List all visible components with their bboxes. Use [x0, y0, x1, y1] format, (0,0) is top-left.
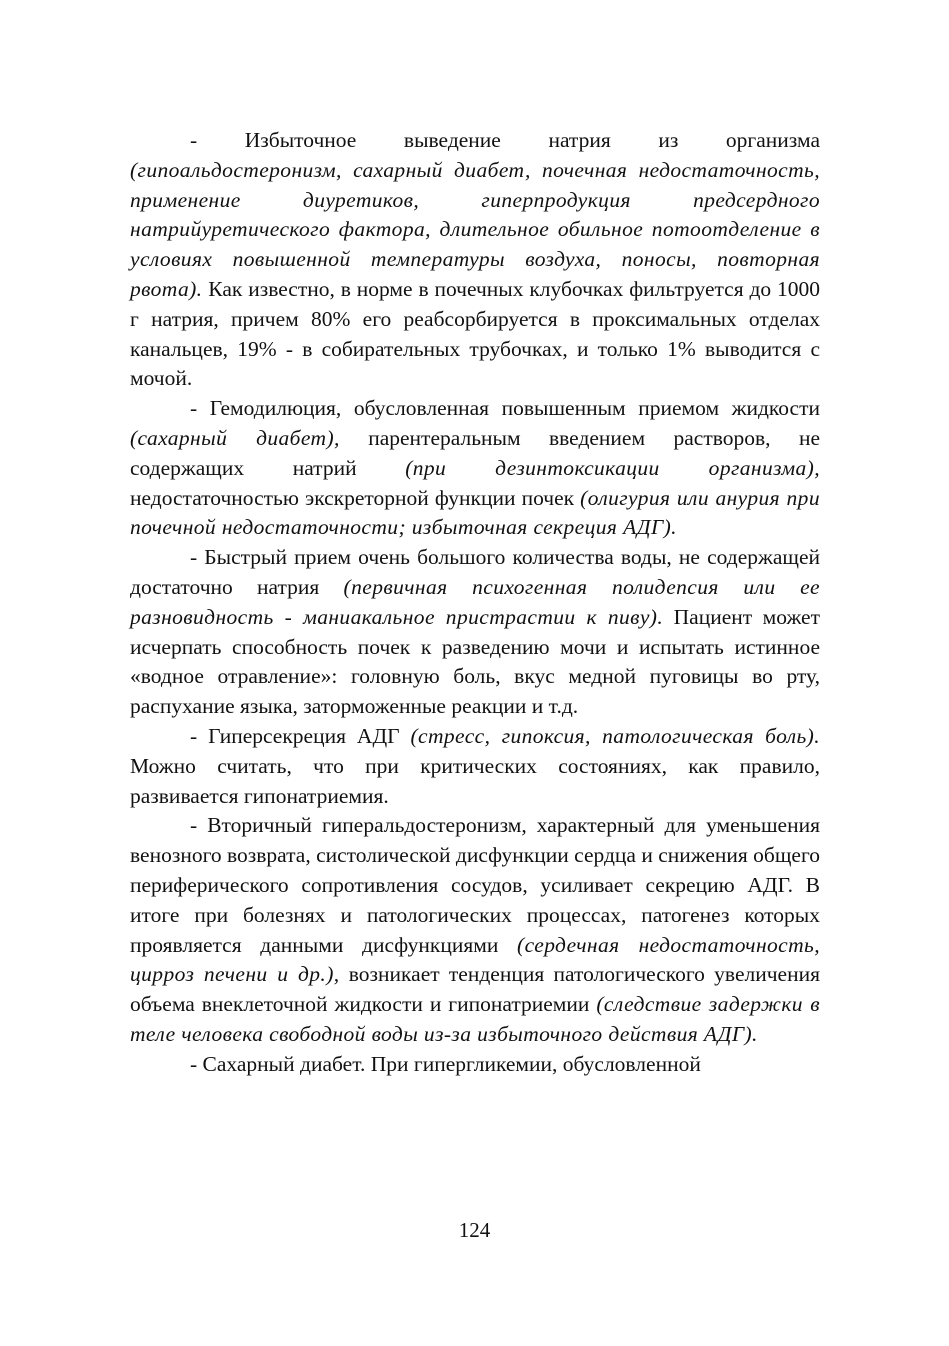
- paragraph-italic-text: (сахарный диабет),: [130, 425, 340, 450]
- paragraph-hemodilution: [130, 394, 820, 543]
- paragraph-italic-text: (олигурия или анурия при почечной недостаточности; избыточная секреция АДГ).: [130, 485, 820, 540]
- paragraph-text: - Избыточное выведение натрия из организма: [190, 128, 820, 152]
- paragraph-text: Как известно, в норме в почечных клубочках фильтруется до 1000 г натрия, причем 80% его реабсорбируется в проксимальных отделах канальцев, 19% - в собирательных трубочках, и только 1% выводится с мочой.: [130, 276, 820, 391]
- paragraph-text: возникает тенденция патологического увеличения объема внеклеточной жидкости и гипонатриемии: [130, 962, 820, 1017]
- paragraph-text: Можно считать, что при критических состояниях, как правило, развивается гипонатриемия.: [130, 753, 820, 808]
- paragraph-italic-text: (следствие задержки в теле человека свободной воды из-за избыточного действия АДГ).: [130, 992, 821, 1046]
- paragraph-italic-text: (стресс, гипоксия, патологическая боль).: [410, 723, 821, 748]
- paragraph-italic-text: (сердечная недостаточность, цирроз печени и др.),: [130, 932, 820, 987]
- paragraph-text: Пациент может исчерпать способность почек к разведению мочи и испытать истинное «водное отравление»: головную боль, вкус медной пуговицы во рту, распухание языка, заторможенные реакции и т.д.: [130, 604, 820, 719]
- paragraph-rapid-water-intake: [130, 543, 820, 722]
- paragraph-adh-hypersecretion: [130, 722, 820, 811]
- paragraph-text: - Вторичный гиперальдостеронизм, характерный для уменьшения венозного возврата, систолической дисфункции сердца и снижения общего периферического сопротивления сосудов, усиливает секрецию АДГ. В итоге при болезнях и патологических процессах, патогенез которых проявляется данными дисфункциями: [130, 813, 820, 957]
- paragraph-excessive-sodium-excretion: [130, 126, 820, 394]
- paragraph-text: - Гемодилюция, обусловленная повышенным приемом жидкости: [190, 396, 820, 421]
- page-body: [130, 126, 820, 1080]
- paragraph-secondary-hyperaldosteronism: [130, 811, 820, 1049]
- paragraph-italic-text: (при дезинтоксикации организма),: [405, 455, 820, 480]
- paragraph-text: - Сахарный диабет. При гипергликемии, обусловленной: [190, 1051, 701, 1076]
- paragraph-diabetes: [130, 1050, 820, 1080]
- paragraph-text: недостаточностью экскреторной функции почек: [130, 485, 581, 510]
- paragraph-italic-text: (первичная психогенная полидепсия или ее разновидность - маниакальное пристрастии к пиву).: [130, 574, 820, 629]
- paragraph-text: парентеральным введением растворов, не содержащих натрий: [130, 425, 821, 480]
- paragraph-text: - Гиперсекреция АДГ: [190, 723, 411, 748]
- paragraph-text: - Быстрый прием очень большого количества воды, не содержащей достаточно натрия: [130, 545, 820, 599]
- page-number: 124: [458, 1218, 491, 1242]
- paragraph-italic-text: (гипоальдостеронизм, сахарный диабет, почечная недостаточность, применение диуретиков, гиперпродукция предсердного натрийуретического фактора, длительное обильное потоотделение в условиях повышенной температуры воздуха, поносы, повторная рвота).: [130, 157, 820, 301]
